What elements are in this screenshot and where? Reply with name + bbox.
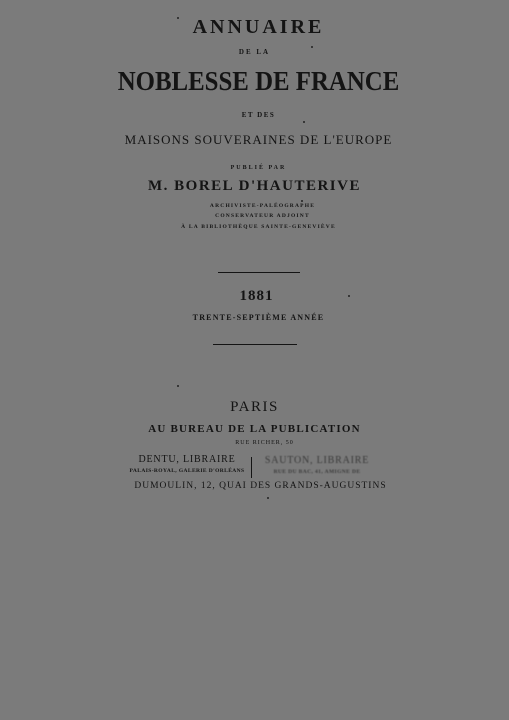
ink-speck <box>267 497 269 499</box>
title-maisons-souveraines: MAISONS SOUVERAINES DE L'EUROPE <box>124 132 393 147</box>
imprint-right-address: RUE DU BAC, 41, AMIGNE DE <box>273 469 361 475</box>
ink-speck <box>177 385 179 387</box>
title-annuaire: ANNUAIRE <box>192 16 325 38</box>
imprint-bureau: AU BUREAU DE LA PUBLICATION <box>148 423 361 435</box>
title-noblesse-de-france: NOBLESSE DE FRANCE <box>117 66 400 96</box>
ink-speck <box>177 17 179 19</box>
imprint-bureau-address: RUE RICHER, 50 <box>235 440 294 446</box>
imprint-left-bookseller: DENTU, LIBRAIRE <box>138 454 236 465</box>
author-title-conservateur: CONSERVATEUR ADJOINT <box>215 213 310 219</box>
publie-par-label: PUBLIÉ PAR <box>230 165 287 171</box>
ink-speck <box>303 121 305 123</box>
author-name: M. BOREL D'HAUTERIVE <box>148 178 361 194</box>
publication-year: 1881 <box>239 288 274 304</box>
edition-label: TRENTE-SEPTIÈME ANNÉE <box>192 313 325 322</box>
author-title-bibliotheque: À LA BIBLIOTHÈQUE SAINTE-GENEVIÈVE <box>181 224 336 230</box>
ink-speck <box>311 46 313 48</box>
imprint-right-bookseller: SAUTON, LIBRAIRE <box>264 455 370 466</box>
imprint-column-divider <box>251 457 252 478</box>
divider-rule-top <box>218 272 300 273</box>
imprint-dumoulin: DUMOULIN, 12, QUAI DES GRANDS-AUGUSTINS <box>134 481 387 491</box>
imprint-left-address: PALAIS-ROYAL, GALERIE D'ORLÉANS <box>129 468 245 474</box>
divider-rule-bottom <box>213 344 297 345</box>
ink-speck <box>348 295 350 297</box>
ink-speck <box>301 200 303 202</box>
title-de-la: DE LA <box>238 48 271 56</box>
author-title-archiviste: ARCHIVISTE-PALÉOGRAPHE <box>209 203 316 209</box>
imprint-city: PARIS <box>230 399 279 415</box>
title-et-des: ET DES <box>241 111 276 119</box>
